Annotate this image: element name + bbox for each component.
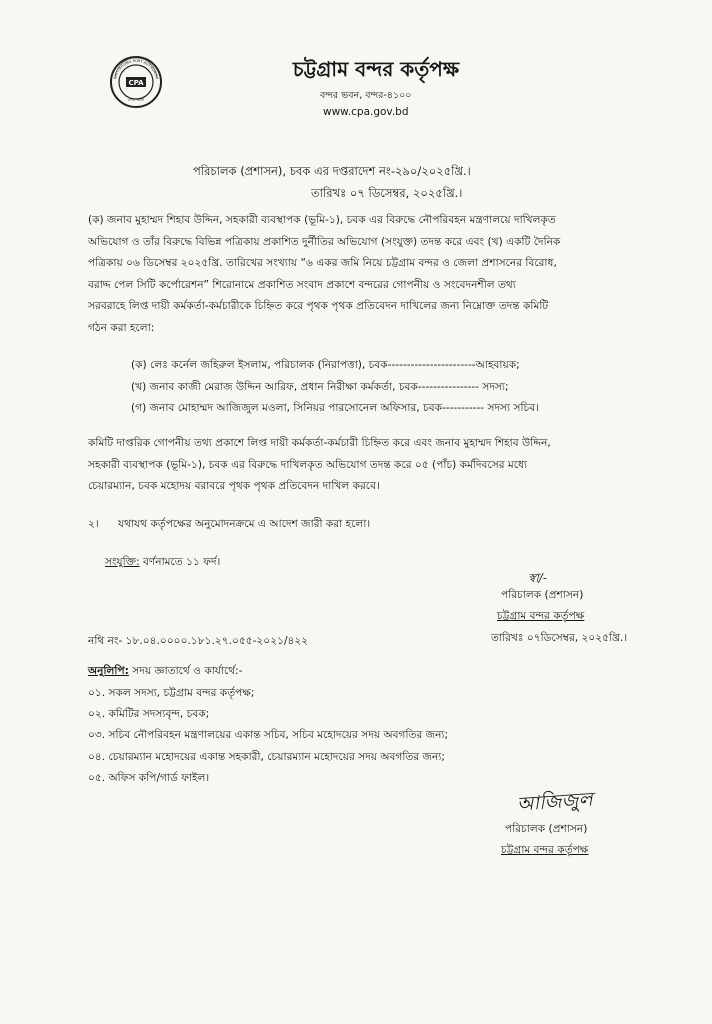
enclosure-text: বর্ণনামতে ১১ ফর্দ।: [142, 556, 221, 568]
para1-line: অভিযোগ ও তাঁর বিরুদ্ধে বিভিন্ন পত্রিকায় প্রকাশিত দুর্নীতির অভিযোগ (সংযুক্ত) তদন্ত করে এবং (খ) একটি দৈনিক: [88, 235, 561, 248]
copy-intro: সদয় জ্ঞাতার্থে ও কার্যার্থে:-: [132, 665, 243, 677]
paragraph-1: [88, 210, 666, 339]
para1-line: গঠন করা হলো:: [88, 321, 155, 334]
copy-item: ০১. সকল সদস্য, চট্টগ্রাম বন্দর কর্তৃপক্ষ;: [88, 687, 255, 699]
signatory-designation: পরিচালক (প্রশাসন): [505, 823, 588, 835]
address: বন্দর ভবন, বন্দর-৪১০০: [320, 90, 412, 101]
copy-label: অনুলিপি:: [88, 665, 129, 677]
svg-text:বন্দর ভবন: বন্দর ভবন: [127, 97, 145, 102]
website: www.cpa.gov.bd: [323, 106, 409, 118]
enclosure: [105, 555, 220, 572]
svg-text:CPA: CPA: [128, 79, 144, 87]
paragraph-2: [88, 433, 666, 498]
copy-item: ০৪. চেয়ারম্যান মহোদয়ের একান্ত সহকারী, চেয়ারম্যান মহোদয়ের সদয় অবগতির জন্য;: [88, 751, 445, 763]
copy-header: [88, 664, 243, 681]
para3-number: ২।: [88, 518, 99, 530]
copy-item: ০৫. অফিস কপি/গার্ড ফাইল।: [88, 772, 210, 784]
signature-date: তারিখঃ ০৭ডিসেম্বর, ২০২৫খ্রি.।: [491, 632, 628, 644]
order-date: তারিখঃ ০৭ ডিসেম্বর, ২০২৫খ্রি.।: [311, 186, 463, 200]
para1-line: পত্রিকায় ০৬ ডিসেম্বর ২০২৫খ্রি. তারিখের সংখ্যায় “৬ একর জমি নিয়ে চট্টগ্রাম বন্দর ও জেলা প্রশাসনের বিরোধ,: [88, 257, 557, 269]
copy-item: ০৩. সচিব নৌপরিবহন মন্ত্রণালয়ের একান্ত সচিব, সচিব মহোদয়ের সদয় অবগতির জন্য;: [88, 729, 449, 741]
org-name: চট্টগ্রাম বন্দর কর্তৃপক্ষ: [292, 57, 460, 81]
committee-member: (খ) জনাব কাজী মেরাজ উদ্দিন আরিফ, প্রধান নিরীক্ষা কর্মকর্তা, চবক---------------- সদস্য;: [131, 381, 509, 393]
copy-item: ০২. কমিটির সদস্যবৃন্দ, চবক;: [88, 708, 210, 720]
file-number: নথি নং- ১৮.০৪.০০০০.১৮১.২৭.০৫৫-২০২১/৪২২: [88, 635, 309, 647]
svg-text:CHITTAGONG PORT AUTHORITY: CHITTAGONG PORT AUTHORITY: [113, 58, 159, 80]
order-number: পরিচালক (প্রশাসন), চবক এর দপ্তরাদেশ নং-২৯০/২০২৫খ্রি.।: [193, 164, 471, 178]
para3-text: যথাযথ কর্তৃপক্ষের অনুমোদনক্রমে এ আদেশ জারী করা হলো।: [118, 518, 371, 530]
para2-line: সহকারী ব্যবস্থাপক (ভূমি-১), চবক এর বিরুদ্ধে দাখিলকৃত অভিযোগ তদন্ত করে ০৫ (পাঁচ) কর্মদিবসের মধ্যে: [88, 458, 528, 471]
para1-line: বরাদ্দ পেল সিটি কর্পোরেশন” শিরোনামে প্রকাশিত সংবাদ প্রকাশে বন্দরের গোপনীয় ও সংবেদনশীল তথ্য: [88, 278, 516, 291]
signatory-designation: পরিচালক (প্রশাসন): [501, 589, 584, 601]
para2-line: চেয়ারম্যান, চবক মহোদয় বরাবরে পৃথক পৃথক প্রতিবেদন দাখিল করবে।: [88, 480, 380, 492]
para2-line: কমিটি দাপ্তরিক গোপনীয় তথ্য প্রকাশে লিপ্ত দায়ী কর্মকর্তা-কর্মচারী চিহ্নিত করে এবং জনাব মুহাম্মদ শিহাব উদ্দিন,: [88, 437, 551, 449]
signatory-org: চট্টগ্রাম বন্দর কর্তৃপক্ষ: [497, 610, 585, 622]
para1-line: সরবরাহে লিপ্ত দায়ী কর্মকর্তা-কর্মচারীকে চিহ্নিত করে পৃথক পৃথক প্রতিবেদন দাখিলের জন্য নিম্নোক্ত তদন্ত কমিটি: [88, 300, 549, 312]
signature-mark: স্বা/-: [528, 571, 547, 585]
signature-handwritten: আজিজুল: [516, 788, 594, 816]
committee-member-secretary: (গ) জনাব মোহাম্মদ আজিজুল মওলা, সিনিয়র পারসোনেল অফিসার, চবক----------- সদস্য সচিব।: [131, 402, 539, 414]
para1-line: (ক) জনাব মুহাম্মদ শিহাব উদ্দিন, সহকারী ব্যবস্থাপক (ভূমি-১), চবক এর বিরুদ্ধে নৌপরিবহন মন্ত্রণালয়ে দাখিলকৃত: [88, 214, 556, 226]
signatory-org: চট্টগ্রাম বন্দর কর্তৃপক্ষ: [501, 844, 589, 856]
committee-member-convenor: (ক) লেঃ কর্নেল জহিরুল ইসলাম, পরিচালক (নিরাপত্তা), চবক-----------------------আহবায়ক;: [131, 359, 520, 371]
enclosure-label: সংযুক্তি:: [105, 556, 140, 568]
